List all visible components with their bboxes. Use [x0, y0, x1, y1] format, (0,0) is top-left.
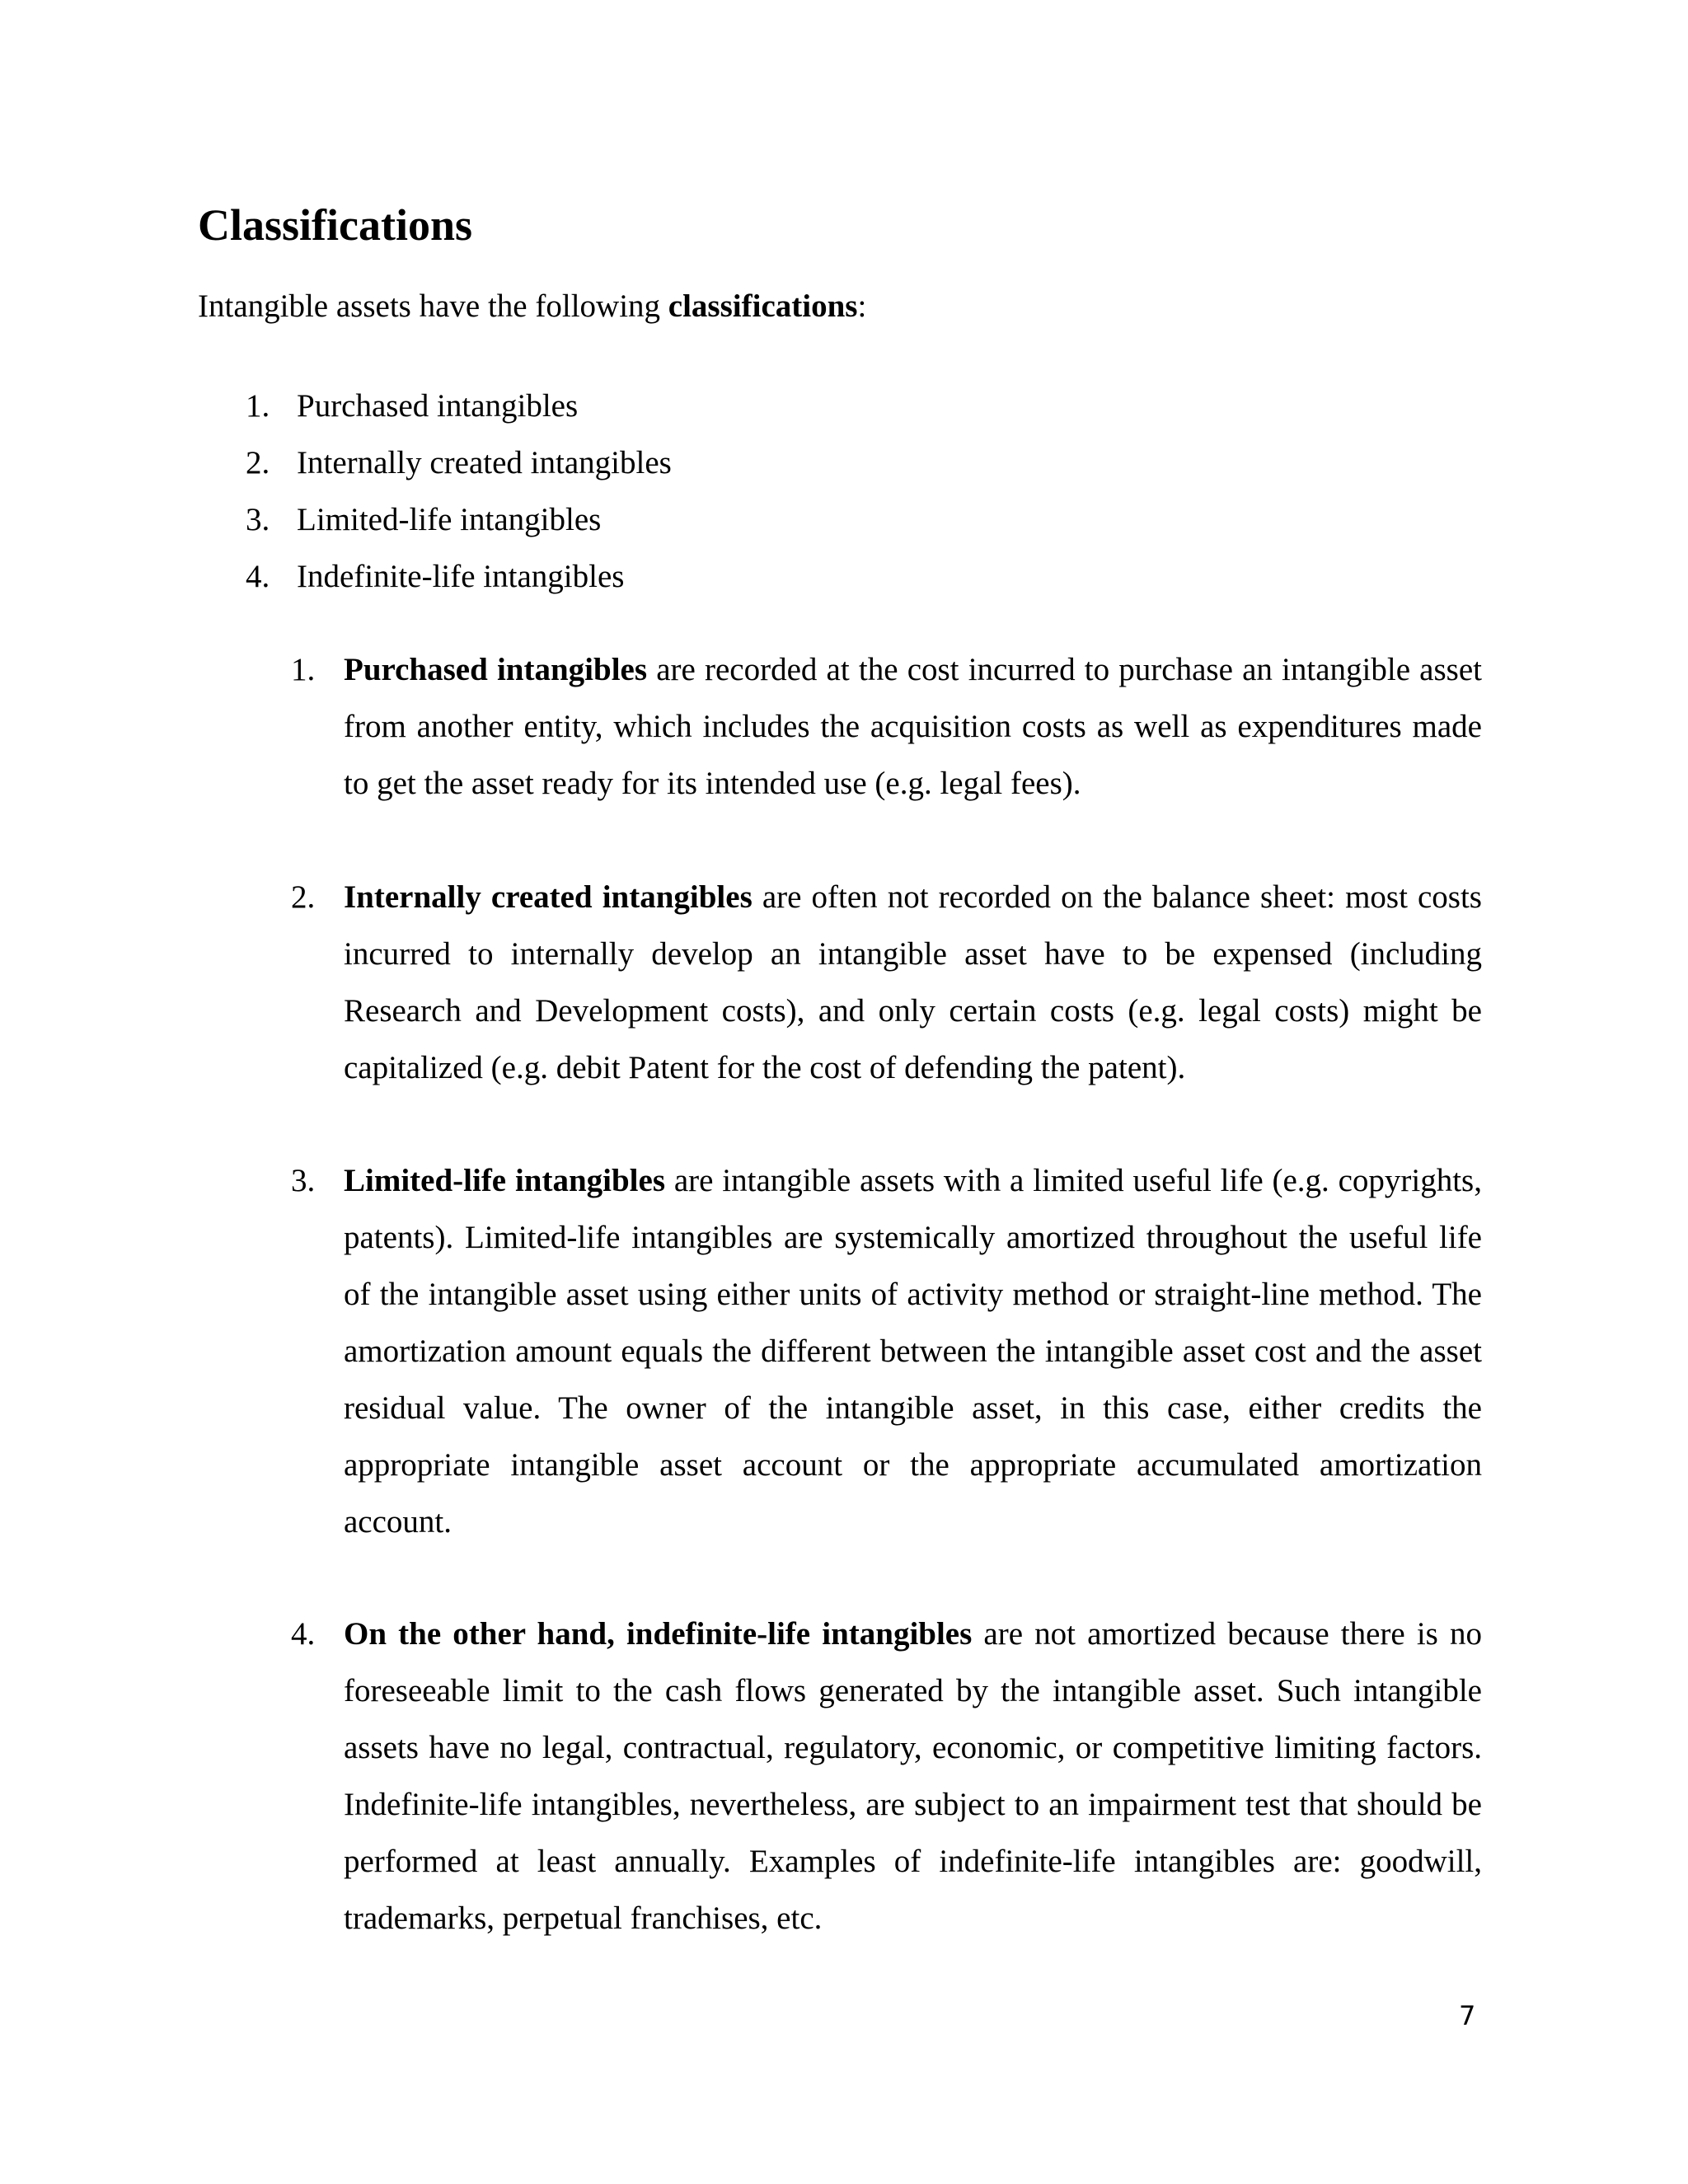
list-number: 3. [246, 502, 270, 537]
detail-body: are not amortized because there is no foreseeable limit to the cash flows generated by the intangible asset. Such intangible assets have no legal, contractual, regulatory, economic, or competitive limiting factors. Indefinite-life intangibles, nevertheless, are subject to an impairment test that should be performed at least annually. Examples of indefinite-life intangibles are: goodwill, trademarks, perpetual franchises, etc. [344, 1616, 1482, 1936]
detail-item-internally-created [291, 869, 1482, 1096]
list-number: 1. [246, 388, 270, 424]
detail-paragraph [344, 1605, 1482, 1947]
detail-lead-term: Purchased intangibles [344, 652, 648, 687]
detail-paragraph [344, 641, 1482, 812]
detail-item-limited-life [291, 1152, 1482, 1550]
page-title: Classifications [198, 200, 473, 250]
detail-number: 4. [291, 1616, 316, 1652]
summary-item-text: Internally created intangibles [297, 445, 672, 480]
summary-list-item [239, 548, 672, 605]
intro-punctuation: : [857, 288, 867, 324]
detail-body: are intangible assets with a limited useful life (e.g. copyrights, patents). Limited-life intangibles are systemically amortized throughout the useful life of the intangible asset using either units of activity method or straight-line method. The amortization amount equals the different between the intangible asset cost and the asset residual value. The owner of the intangible asset, in this case, either credits the appropriate intangible asset account or the appropriate accumulated amortization account. [344, 1163, 1482, 1540]
detail-paragraph [344, 1152, 1482, 1550]
detail-body: are recorded at the cost incurred to purchase an intangible asset from another entity, which includes the acquisition costs as well as expenditures made to get the asset ready for its intended use (e.g. legal fees). [344, 652, 1482, 801]
detail-item-purchased [291, 641, 1482, 812]
detail-number: 1. [291, 652, 316, 687]
intro-paragraph [198, 284, 866, 330]
detail-lead-term: On the other hand, indefinite-life intangibles [344, 1616, 973, 1652]
summary-item-text: Indefinite-life intangibles [297, 559, 625, 594]
summary-list-item [239, 491, 672, 548]
classification-summary-list [239, 377, 672, 605]
page-number: 7 [1459, 2000, 1476, 2032]
intro-bold-term: classifications [668, 288, 858, 324]
summary-list-item [239, 377, 672, 434]
summary-item-text: Limited-life intangibles [297, 502, 602, 537]
detail-item-indefinite-life [291, 1605, 1482, 1947]
detail-lead-term: Limited-life intangibles [344, 1163, 665, 1198]
list-number: 2. [246, 445, 270, 480]
detail-number: 3. [291, 1163, 316, 1198]
summary-item-text: Purchased intangibles [297, 388, 579, 424]
detail-number: 2. [291, 879, 316, 915]
list-number: 4. [246, 559, 270, 594]
detail-paragraph [344, 869, 1482, 1096]
intro-text: Intangible assets have the following [198, 288, 668, 324]
detail-body: are often not recorded on the balance sheet: most costs incurred to internally develop an intangible asset have to be expensed (including Research and Development costs), and only certain costs (e.g. legal costs) might be capitalized (e.g. debit Patent for the cost of defending the patent). [344, 879, 1482, 1085]
summary-list-item [239, 434, 672, 491]
detail-lead-term: Internally created intangibles [344, 879, 753, 915]
